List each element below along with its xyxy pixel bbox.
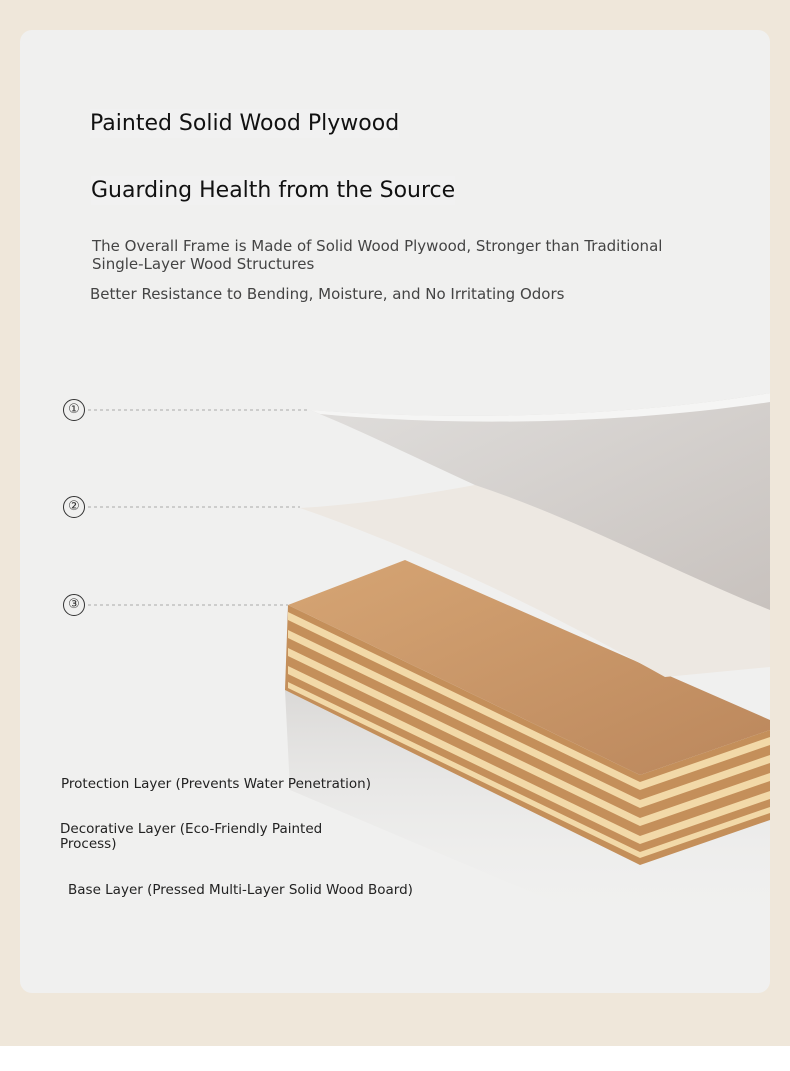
product-card <box>20 30 770 993</box>
description-frame: The Overall Frame is Made of Solid Wood Plywood, Stronger than Traditional Single-Layer Wood Structures <box>92 237 663 273</box>
layer-marker-1: ① <box>63 399 85 421</box>
layer-label-decorative: Decorative Layer (Eco-Friendly Painted Process) <box>60 821 323 852</box>
layer-marker-2: ② <box>63 496 85 518</box>
layer-label-protection: Protection Layer (Prevents Water Penetration) <box>61 776 371 792</box>
layer-marker-3: ③ <box>63 594 85 616</box>
page-subtitle: Guarding Health from the Source <box>91 178 456 203</box>
layer-label-base: Base Layer (Pressed Multi-Layer Solid Wood Board) <box>68 882 413 898</box>
description-resistance: Better Resistance to Bending, Moisture, and No Irritating Odors <box>90 285 565 303</box>
page-title: Painted Solid Wood Plywood <box>90 111 400 136</box>
